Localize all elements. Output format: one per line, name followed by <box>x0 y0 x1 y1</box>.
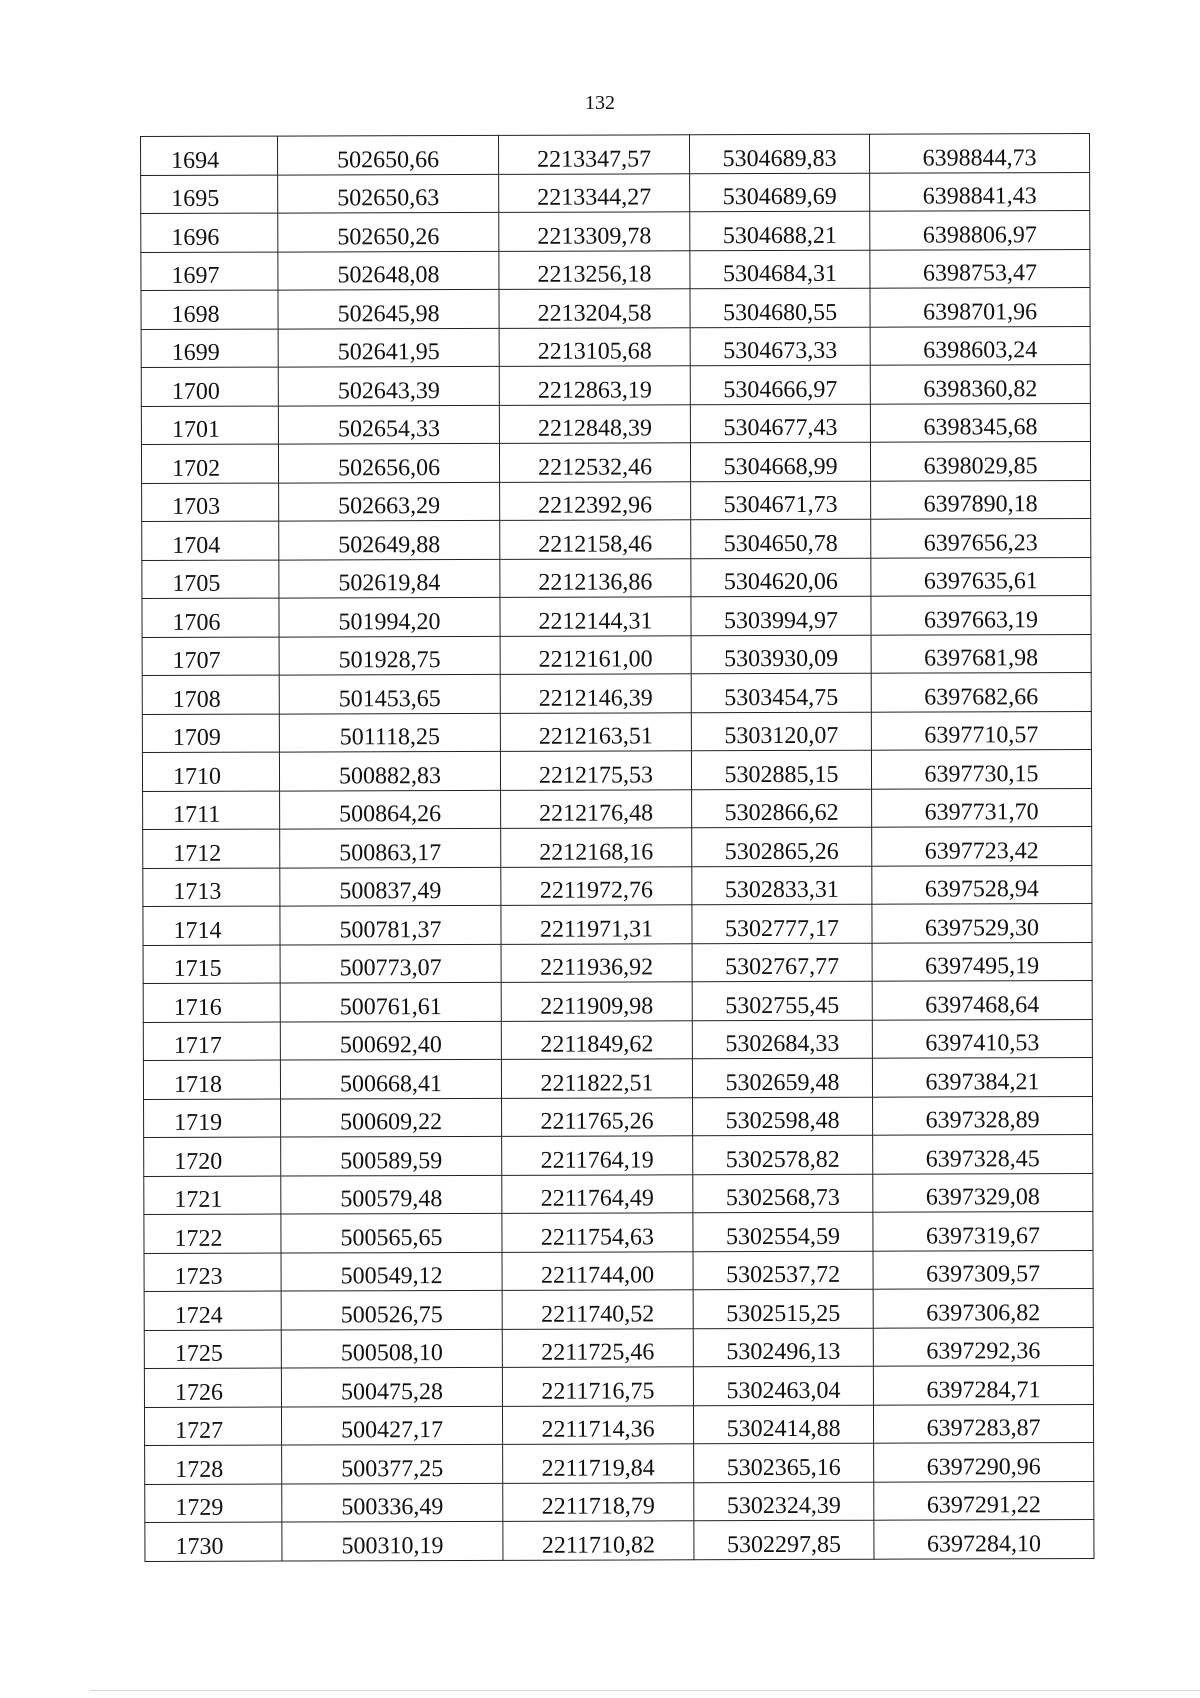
coordinate-cell: 500589,59 <box>281 1136 502 1175</box>
coordinate-cell: 2211716,75 <box>502 1367 693 1406</box>
coordinate-cell: 2211740,52 <box>502 1290 693 1329</box>
coordinate-cell: 6397283,87 <box>873 1404 1093 1443</box>
table-row <box>143 827 1092 868</box>
coordinate-cell: 6397730,15 <box>871 750 1091 789</box>
coordinate-cell: 6398753,47 <box>870 249 1090 288</box>
point-number-cell: 1708 <box>142 675 279 714</box>
coordinate-cell: 502654,33 <box>278 405 499 444</box>
coordinate-cell: 2211971,31 <box>501 905 692 944</box>
coordinate-cell: 5302297,85 <box>694 1520 874 1559</box>
point-number-cell: 1726 <box>144 1368 281 1407</box>
coordinate-cell: 2211765,26 <box>502 1097 693 1136</box>
coordinate-cell: 6397890,18 <box>871 480 1091 519</box>
coordinate-cell: 2213347,57 <box>498 135 689 174</box>
coordinate-cell: 5302568,73 <box>693 1174 873 1213</box>
coordinate-cell: 6398841,43 <box>870 172 1090 211</box>
coordinate-cell: 502650,26 <box>278 212 499 251</box>
point-number-cell: 1696 <box>141 213 278 252</box>
coordinate-cell: 500863,17 <box>280 828 501 867</box>
table-row <box>143 942 1092 983</box>
point-number-cell: 1719 <box>144 1099 281 1138</box>
coordinate-cell: 502645,98 <box>278 289 499 328</box>
coordinate-cell: 6397290,96 <box>874 1443 1094 1482</box>
point-number-cell: 1699 <box>141 329 278 368</box>
coordinate-cell: 6397284,71 <box>873 1366 1093 1405</box>
coordinate-cell: 5302463,04 <box>693 1366 873 1405</box>
table-row <box>141 134 1090 175</box>
point-number-cell: 1695 <box>141 175 278 214</box>
point-number-cell: 1722 <box>144 1214 281 1253</box>
coordinate-cell: 5304668,99 <box>690 442 870 481</box>
coordinate-cell: 5302554,59 <box>693 1212 873 1251</box>
table-row <box>145 1443 1094 1484</box>
coordinate-cell: 6398603,24 <box>870 326 1090 365</box>
point-number-cell: 1710 <box>142 752 279 791</box>
coordinate-cell: 5302537,72 <box>693 1251 873 1290</box>
table-row <box>142 673 1091 714</box>
coordinate-cell: 2211936,92 <box>501 943 692 982</box>
table-row <box>142 480 1091 521</box>
coordinate-cell: 500310,19 <box>282 1521 503 1560</box>
coordinate-cell: 6398345,68 <box>870 403 1090 442</box>
coordinate-cell: 2211725,46 <box>502 1328 693 1367</box>
coordinate-cell: 6397635,61 <box>871 557 1091 596</box>
coordinate-cell: 2211719,84 <box>503 1444 694 1483</box>
table-row <box>144 1135 1093 1176</box>
coordinate-cell: 6397528,94 <box>872 865 1092 904</box>
point-number-cell: 1713 <box>143 868 280 907</box>
coordinate-cell: 5303994,97 <box>691 596 871 635</box>
coordinate-cell: 6397328,45 <box>873 1135 1093 1174</box>
point-number-cell: 1694 <box>141 136 278 175</box>
coordinate-cell: 6398806,97 <box>870 211 1090 250</box>
coordinate-cell: 502656,06 <box>278 443 499 482</box>
coordinate-cell: 6397468,64 <box>872 981 1092 1020</box>
coordinate-cell: 501118,25 <box>279 713 500 752</box>
coordinate-cell: 2213204,58 <box>499 289 690 328</box>
coordinates-table-wrapper <box>140 133 1059 1561</box>
point-number-cell: 1718 <box>143 1060 280 1099</box>
coordinate-cell: 5304677,43 <box>690 404 870 443</box>
coordinate-cell: 6398701,96 <box>870 288 1090 327</box>
coordinate-cell: 2211849,62 <box>501 1020 692 1059</box>
coordinate-cell: 5304673,33 <box>690 327 870 366</box>
coordinate-cell: 5304666,97 <box>690 365 870 404</box>
table-row <box>145 1520 1094 1561</box>
coordinate-cell: 2211754,63 <box>502 1213 693 1252</box>
coordinate-cell: 2211764,49 <box>502 1174 693 1213</box>
coordinate-cell: 5302598,48 <box>693 1097 873 1136</box>
table-row <box>144 1173 1093 1214</box>
table-row <box>143 904 1092 945</box>
coordinate-cell: 6397291,22 <box>874 1481 1094 1520</box>
table-row <box>142 634 1091 675</box>
coordinates-table-body <box>141 134 1094 1561</box>
point-number-cell: 1705 <box>142 560 279 599</box>
coordinate-cell: 5302414,88 <box>693 1405 873 1444</box>
coordinate-cell: 5302885,15 <box>691 750 871 789</box>
coordinate-cell: 6398844,73 <box>869 134 1089 173</box>
coordinate-cell: 2212175,53 <box>500 751 691 790</box>
point-number-cell: 1706 <box>142 598 279 637</box>
table-row <box>143 788 1092 829</box>
coordinate-cell: 5304680,55 <box>690 288 870 327</box>
point-number-cell: 1701 <box>141 406 278 445</box>
point-number-cell: 1723 <box>144 1253 281 1292</box>
coordinate-cell: 500837,49 <box>280 867 501 906</box>
coordinate-cell: 2211714,36 <box>502 1405 693 1444</box>
coordinate-cell: 5302755,45 <box>692 981 872 1020</box>
table-row <box>141 249 1090 290</box>
coordinate-cell: 500761,61 <box>280 982 501 1021</box>
point-number-cell: 1730 <box>145 1522 282 1561</box>
coordinate-cell: 502641,95 <box>278 328 499 367</box>
coordinate-cell: 5302833,31 <box>692 866 872 905</box>
point-number-cell: 1727 <box>144 1407 281 1446</box>
table-row <box>144 1289 1093 1330</box>
coordinate-cell: 5302515,25 <box>693 1289 873 1328</box>
point-number-cell: 1697 <box>141 252 278 291</box>
coordinate-cell: 5302865,26 <box>692 827 872 866</box>
coordinate-cell: 6397319,67 <box>873 1212 1093 1251</box>
coordinate-cell: 6397723,42 <box>872 827 1092 866</box>
coordinate-cell: 2211710,82 <box>503 1521 694 1560</box>
coordinate-cell: 500692,40 <box>280 1021 501 1060</box>
table-row <box>143 981 1092 1022</box>
coordinate-cell: 6397292,36 <box>873 1327 1093 1366</box>
coordinate-cell: 5302324,39 <box>694 1482 874 1521</box>
coordinate-cell: 502650,63 <box>278 174 499 213</box>
table-row <box>142 711 1091 752</box>
coordinates-table <box>140 133 1094 1561</box>
table-row <box>143 1058 1092 1099</box>
coordinate-cell: 5303930,09 <box>691 635 871 674</box>
point-number-cell: 1717 <box>143 1022 280 1061</box>
coordinate-cell: 500864,26 <box>280 790 501 829</box>
coordinate-cell: 6397529,30 <box>872 904 1092 943</box>
table-row <box>141 211 1090 252</box>
coordinate-cell: 6397329,08 <box>873 1173 1093 1212</box>
table-row <box>144 1250 1093 1291</box>
coordinate-cell: 5303454,75 <box>691 673 871 712</box>
coordinate-cell: 500609,22 <box>281 1098 502 1137</box>
point-number-cell: 1700 <box>141 367 278 406</box>
coordinate-cell: 5304650,78 <box>691 519 871 558</box>
point-number-cell: 1728 <box>145 1445 282 1484</box>
table-row <box>142 519 1091 560</box>
coordinate-cell: 502648,08 <box>278 251 499 290</box>
coordinate-cell: 5302659,48 <box>692 1058 872 1097</box>
coordinate-cell: 6397656,23 <box>871 519 1091 558</box>
coordinate-cell: 2211909,98 <box>501 982 692 1021</box>
table-row <box>141 442 1090 483</box>
coordinate-cell: 5302496,13 <box>693 1328 873 1367</box>
coordinate-cell: 500475,28 <box>281 1367 502 1406</box>
point-number-cell: 1703 <box>142 483 279 522</box>
coordinate-cell: 500579,48 <box>281 1175 502 1214</box>
coordinate-cell: 5304620,06 <box>691 558 871 597</box>
point-number-cell: 1709 <box>142 714 279 753</box>
coordinate-cell: 5302365,16 <box>694 1443 874 1482</box>
coordinate-cell: 500336,49 <box>282 1483 503 1522</box>
table-row <box>141 326 1090 367</box>
point-number-cell: 1725 <box>144 1330 281 1369</box>
coordinate-cell: 500781,37 <box>280 905 501 944</box>
coordinate-cell: 2212176,48 <box>501 789 692 828</box>
coordinate-cell: 6397284,10 <box>874 1520 1094 1559</box>
coordinate-cell: 2212136,86 <box>500 558 691 597</box>
coordinate-cell: 2211822,51 <box>501 1059 692 1098</box>
coordinate-cell: 6397306,82 <box>873 1289 1093 1328</box>
table-row <box>144 1212 1093 1253</box>
coordinate-cell: 501994,20 <box>279 597 500 636</box>
coordinate-cell: 2213256,18 <box>499 250 690 289</box>
coordinate-cell: 2212161,00 <box>500 635 691 674</box>
coordinate-cell: 502663,29 <box>279 482 500 521</box>
point-number-cell: 1711 <box>143 791 280 830</box>
table-row <box>144 1404 1093 1445</box>
table-row <box>141 172 1090 213</box>
coordinate-cell: 2211718,79 <box>503 1482 694 1521</box>
coordinate-cell: 5304689,69 <box>690 173 870 212</box>
coordinate-cell: 6397710,57 <box>871 711 1091 750</box>
coordinate-cell: 6397410,53 <box>872 1019 1092 1058</box>
coordinate-cell: 5304671,73 <box>691 481 871 520</box>
coordinate-cell: 2213105,68 <box>499 327 690 366</box>
coordinate-cell: 2213309,78 <box>499 212 690 251</box>
coordinate-cell: 6397731,70 <box>872 788 1092 827</box>
coordinate-cell: 502619,84 <box>279 559 500 598</box>
coordinate-cell: 5302684,33 <box>692 1020 872 1059</box>
point-number-cell: 1721 <box>144 1176 281 1215</box>
coordinate-cell: 5302777,17 <box>692 904 872 943</box>
coordinate-cell: 501928,75 <box>279 636 500 675</box>
coordinate-cell: 500565,65 <box>281 1213 502 1252</box>
table-row <box>142 596 1091 637</box>
table-row <box>141 365 1090 406</box>
coordinate-cell: 2212146,39 <box>500 674 691 713</box>
coordinate-cell: 2212532,46 <box>499 443 690 482</box>
coordinate-cell: 2212863,19 <box>499 366 690 405</box>
coordinate-cell: 2212158,46 <box>500 520 691 559</box>
table-row <box>141 403 1090 444</box>
coordinate-cell: 5302866,62 <box>692 789 872 828</box>
table-row <box>142 557 1091 598</box>
table-row <box>142 750 1091 791</box>
coordinate-cell: 6397309,57 <box>873 1250 1093 1289</box>
coordinate-cell: 6397682,66 <box>871 673 1091 712</box>
table-row <box>145 1481 1094 1522</box>
coordinate-cell: 2212392,96 <box>500 481 691 520</box>
coordinate-cell: 502650,66 <box>278 135 499 174</box>
coordinate-cell: 6397663,19 <box>871 596 1091 635</box>
table-row <box>144 1327 1093 1368</box>
coordinate-cell: 5302767,77 <box>692 943 872 982</box>
point-number-cell: 1707 <box>142 637 279 676</box>
point-number-cell: 1729 <box>145 1484 282 1523</box>
point-number-cell: 1704 <box>142 521 279 560</box>
coordinate-cell: 6398360,82 <box>870 365 1090 404</box>
coordinate-cell: 2212848,39 <box>499 404 690 443</box>
point-number-cell: 1702 <box>141 444 278 483</box>
coordinate-cell: 2211972,76 <box>501 866 692 905</box>
coordinate-cell: 500549,12 <box>281 1252 502 1291</box>
point-number-cell: 1698 <box>141 290 278 329</box>
coordinate-cell: 500508,10 <box>281 1329 502 1368</box>
table-row <box>144 1096 1093 1137</box>
coordinate-cell: 6397681,98 <box>871 634 1091 673</box>
table-row <box>141 288 1090 329</box>
scan-edge-line <box>90 1690 1200 1691</box>
coordinate-cell: 2212163,51 <box>500 712 691 751</box>
coordinate-cell: 6398029,85 <box>870 442 1090 481</box>
coordinate-cell: 2213344,27 <box>499 173 690 212</box>
coordinate-cell: 502643,39 <box>278 366 499 405</box>
coordinate-cell: 5304684,31 <box>690 250 870 289</box>
coordinate-cell: 2211744,00 <box>502 1251 693 1290</box>
coordinate-cell: 500427,17 <box>281 1406 502 1445</box>
coordinate-cell: 5304688,21 <box>690 211 870 250</box>
coordinate-cell: 500668,41 <box>280 1059 501 1098</box>
coordinate-cell: 502649,88 <box>279 520 500 559</box>
coordinate-cell: 6397328,89 <box>873 1096 1093 1135</box>
coordinate-cell: 500526,75 <box>281 1290 502 1329</box>
coordinate-cell: 2212144,31 <box>500 597 691 636</box>
coordinate-cell: 500882,83 <box>279 751 500 790</box>
coordinate-cell: 500377,25 <box>282 1444 503 1483</box>
coordinate-cell: 6397384,21 <box>872 1058 1092 1097</box>
coordinate-cell: 5303120,07 <box>691 712 871 751</box>
coordinate-cell: 501453,65 <box>279 674 500 713</box>
coordinate-cell: 5304689,83 <box>689 134 869 173</box>
point-number-cell: 1712 <box>143 829 280 868</box>
table-row <box>143 865 1092 906</box>
point-number-cell: 1714 <box>143 906 280 945</box>
coordinate-cell: 6397495,19 <box>872 942 1092 981</box>
table-row <box>143 1019 1092 1060</box>
point-number-cell: 1715 <box>143 945 280 984</box>
page-number: 132 <box>585 92 615 114</box>
coordinate-cell: 2212168,16 <box>501 828 692 867</box>
point-number-cell: 1720 <box>144 1137 281 1176</box>
coordinate-cell: 2211764,19 <box>502 1136 693 1175</box>
coordinate-cell: 500773,07 <box>280 944 501 983</box>
table-row <box>144 1366 1093 1407</box>
coordinate-cell: 5302578,82 <box>693 1135 873 1174</box>
point-number-cell: 1724 <box>144 1291 281 1330</box>
point-number-cell: 1716 <box>143 983 280 1022</box>
